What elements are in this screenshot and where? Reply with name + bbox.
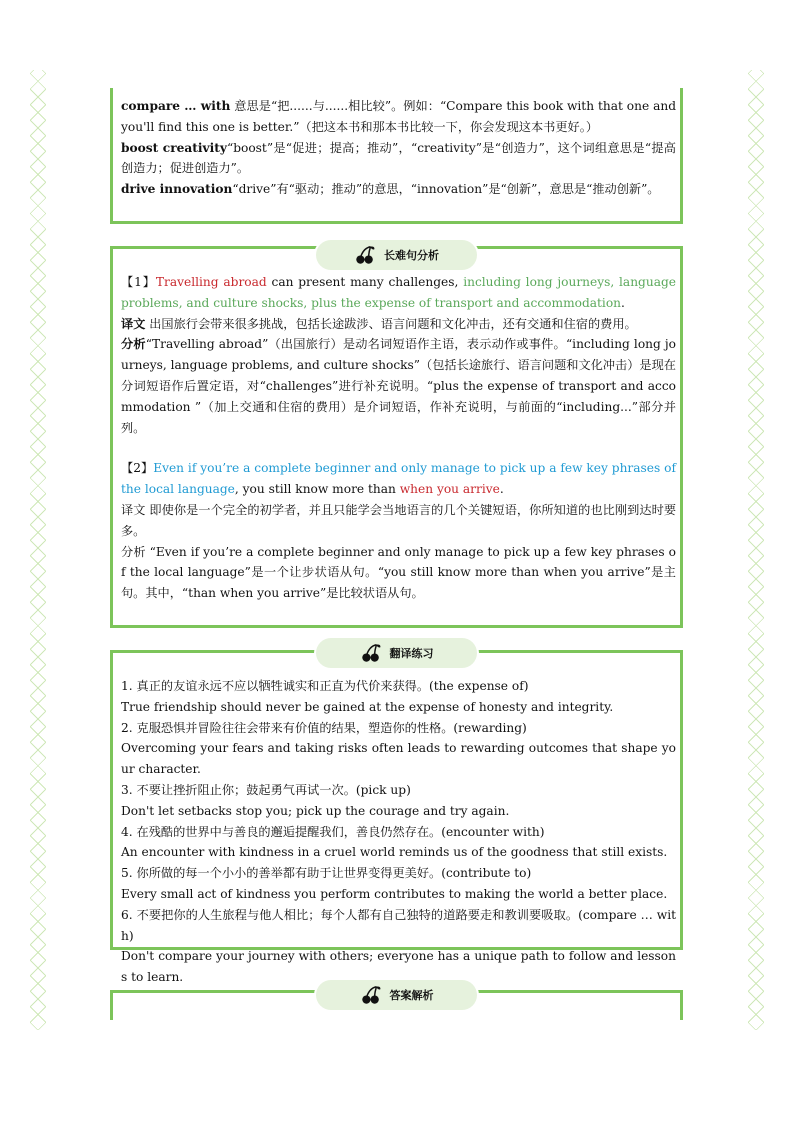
sentence-end: . — [621, 295, 625, 310]
translation-text: 即使你是一个完全的初学者，并且只能学会当地语言的几个关键短语，你所知道的也比刚到达时要多。 — [121, 502, 677, 538]
section-tag-sentence-analysis — [316, 240, 477, 270]
vocabulary-content — [121, 96, 676, 200]
section-tag-label: 答案解析 — [389, 989, 434, 1002]
spacer — [121, 438, 676, 458]
section-tag-label: 翻译练习 — [389, 647, 434, 660]
sentence-number: 【1】 — [121, 275, 156, 289]
sentence-end: . — [499, 482, 504, 497]
practice-cn-2: 2. 克服恐惧并冒险往往会带来有价值的结果，塑造你的性格。(rewarding) — [121, 720, 527, 735]
practice-cn-5: 5. 你所做的每一个小小的善举都有助于让世界变得更美好。(contribute to) — [121, 866, 532, 881]
sentence-text: , you still know more than — [234, 482, 400, 497]
sentence-number: 【2】 — [121, 461, 154, 476]
sentence-2-analysis — [121, 542, 676, 604]
cherry-icon — [360, 984, 382, 1006]
sentence-2-translation — [121, 500, 676, 542]
practice-en-3: Don't let setbacks stop you; pick up the courage and try again. — [121, 803, 510, 818]
vocab-compare — [121, 96, 676, 138]
translation-text: 出国旅行会带来很多挑战，包括长途跋涉、语言问题和文化冲击，还有交通和住宿的费用。 — [145, 316, 637, 331]
left-decorative-border — [30, 70, 46, 1030]
practice-en-5: Every small act of kindness you perform contributes to making the world a better place. — [121, 886, 668, 901]
vocab-text: 意思是“把......与......相比较”。例如：“Compare this book with that one and you'll find this one is better.”（把这本书和那本书比较一下，你会发现这本书更好。） — [121, 99, 676, 134]
practice-cn-4: 4. 在残酷的世界中与善良的邂逅提醒我们，善良仍然存在。(encounter with) — [121, 824, 545, 839]
sentence-analysis-content — [121, 272, 676, 604]
comparison-highlight: when you arrive — [399, 482, 500, 497]
practice-en-2: Overcoming your fears and taking risks often leads to rewarding outcomes that shape your character. — [121, 741, 676, 777]
analysis-label: 分析 — [121, 337, 146, 352]
right-decorative-border — [748, 70, 764, 1030]
vocab-term: compare … with — [121, 99, 231, 113]
cherry-icon — [360, 642, 382, 664]
sentence-2 — [121, 458, 676, 500]
modifier-highlight: including long journeys, language problems, and culture shocks, plus the expense of transport and accommodation — [121, 275, 676, 310]
vocab-term: boost creativity — [121, 140, 227, 155]
analysis-text: “Even if you’re a complete beginner and only manage to pick up a few key phrases of the local language”是一个让步状语从句。“you still know more than when you arrive”是主句。其中，“than when you arrive”是比较状语从句。 — [121, 544, 676, 601]
practice-en-4: An encounter with kindness in a cruel world reminds us of the goodness that still exists. — [121, 845, 668, 860]
sentence-text: can present many challenges, — [266, 275, 464, 289]
vocab-text: “drive”有“驱动；推动”的意思，“innovation”是“创新”，意思是“推动创新”。 — [232, 182, 660, 197]
vocab-text: “boost”是“促进；提高；推动”，“creativity”是“创造力”，这个词组意思是“提高创造力；促进创造力”。 — [121, 140, 676, 176]
sentence-1 — [121, 272, 676, 314]
sentence-1-analysis — [121, 334, 676, 438]
clause-highlight: Even if you’re a complete beginner and only manage to pick up a few key phrases of the local language — [121, 461, 676, 497]
sentence-1-translation — [121, 314, 676, 335]
vocab-drive — [121, 179, 676, 200]
translation-label: 译文 — [121, 316, 146, 331]
practice-cn-1: 1. 真正的友谊永远不应以牺牲诚实和正直为代价来获得。(the expense of) — [121, 679, 529, 693]
subject-highlight: Travelling abroad — [155, 275, 267, 289]
translation-practice-content — [121, 676, 676, 988]
cherry-icon — [354, 244, 376, 266]
section-tag-label: 长难句分析 — [384, 249, 439, 262]
practice-cn-3: 3. 不要让挫折阻止你；鼓起勇气再试一次。(pick up) — [121, 782, 411, 797]
section-tag-translation-practice — [316, 638, 477, 668]
vocab-term: drive innovation — [121, 182, 233, 197]
translation-label: 译文 — [121, 502, 146, 517]
practice-cn-6: 6. 不要把你的人生旅程与他人相比；每个人都有自己独特的道路要走和教训要吸取。(compare … with) — [121, 907, 676, 943]
vocab-boost — [121, 138, 676, 180]
practice-en-6: Don't compare your journey with others; everyone has a unique path to follow and lessons to learn. — [121, 949, 676, 985]
practice-en-1: True friendship should never be gained at the expense of honesty and integrity. — [121, 699, 614, 714]
analysis-text: “Travelling abroad”（出国旅行）是动名词短语作主语，表示动作或事件。“including long journeys, language problems, and culture shocks”（包括长途旅行、语言问题和文化冲击）是现在分词短语作后置定语，对“challenges”进行补充说明。“plus the expense of transport and accommodation ”（加上交通和住宿的费用）是介词短语，作补充说明，与前面的“including...”部分并列。 — [121, 337, 677, 435]
section-tag-answer-analysis — [316, 980, 477, 1010]
analysis-label: 分析 — [121, 544, 146, 559]
